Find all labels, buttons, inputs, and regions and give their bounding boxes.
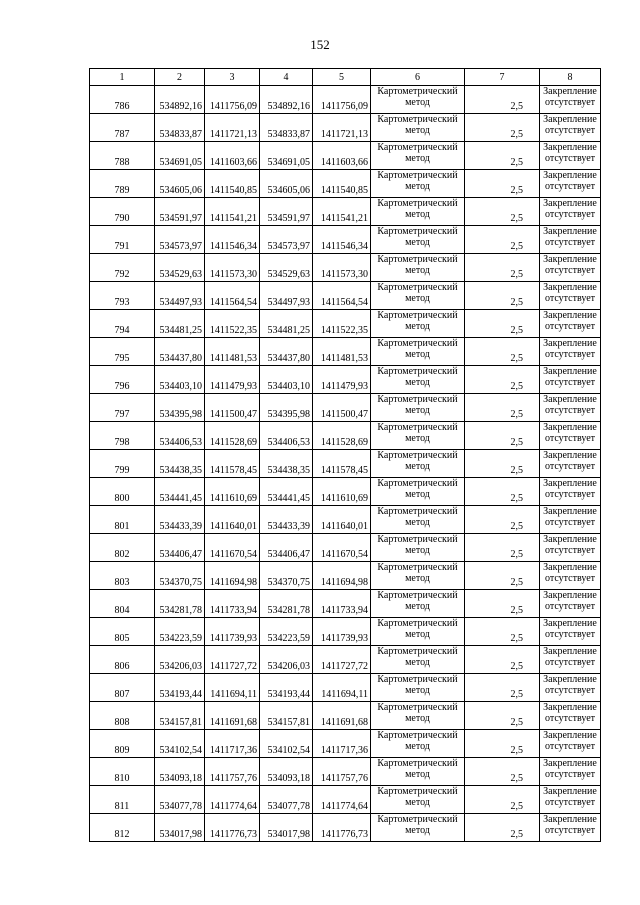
- accuracy-cell: 2,5: [465, 646, 540, 674]
- x-coordinate-cell: 534193,44: [155, 674, 205, 702]
- point-number-cell: 812: [90, 814, 155, 842]
- x-coordinate-cell: 534605,06: [260, 170, 313, 198]
- point-number-cell: 804: [90, 590, 155, 618]
- point-number-cell: 790: [90, 198, 155, 226]
- y-coordinate-cell: 1411500,47: [313, 394, 371, 422]
- x-coordinate-cell: 534281,78: [260, 590, 313, 618]
- method-cell: Картометрический метод: [371, 478, 465, 506]
- x-coordinate-cell: 534529,63: [260, 254, 313, 282]
- x-coordinate-cell: 534406,53: [260, 422, 313, 450]
- fixing-cell: Закрепление отсутствует: [540, 226, 601, 254]
- y-coordinate-cell: 1411522,35: [313, 310, 371, 338]
- y-coordinate-cell: 1411774,64: [205, 786, 260, 814]
- accuracy-cell: 2,5: [465, 142, 540, 170]
- accuracy-cell: 2,5: [465, 310, 540, 338]
- x-coordinate-cell: 534406,47: [260, 534, 313, 562]
- x-coordinate-cell: 534223,59: [155, 618, 205, 646]
- fixing-cell: Закрепление отсутствует: [540, 590, 601, 618]
- y-coordinate-cell: 1411603,66: [313, 142, 371, 170]
- method-cell: Картометрический метод: [371, 814, 465, 842]
- x-coordinate-cell: 534529,63: [155, 254, 205, 282]
- point-number-cell: 798: [90, 422, 155, 450]
- y-coordinate-cell: 1411727,72: [205, 646, 260, 674]
- x-coordinate-cell: 534433,39: [260, 506, 313, 534]
- point-number-cell: 795: [90, 338, 155, 366]
- y-coordinate-cell: 1411721,13: [313, 114, 371, 142]
- x-coordinate-cell: 534406,47: [155, 534, 205, 562]
- x-coordinate-cell: 534281,78: [155, 590, 205, 618]
- y-coordinate-cell: 1411479,93: [313, 366, 371, 394]
- method-cell: Картометрический метод: [371, 226, 465, 254]
- accuracy-cell: 2,5: [465, 338, 540, 366]
- y-coordinate-cell: 1411694,11: [313, 674, 371, 702]
- x-coordinate-cell: 534833,87: [155, 114, 205, 142]
- method-cell: Картометрический метод: [371, 730, 465, 758]
- table-row: [90, 730, 601, 758]
- fixing-cell: Закрепление отсутствует: [540, 422, 601, 450]
- table-row: [90, 198, 601, 226]
- x-coordinate-cell: 534591,97: [260, 198, 313, 226]
- fixing-cell: Закрепление отсутствует: [540, 338, 601, 366]
- point-number-cell: 788: [90, 142, 155, 170]
- point-number-cell: 811: [90, 786, 155, 814]
- fixing-cell: Закрепление отсутствует: [540, 618, 601, 646]
- table-row: [90, 394, 601, 422]
- x-coordinate-cell: 534223,59: [260, 618, 313, 646]
- x-coordinate-cell: 534370,75: [260, 562, 313, 590]
- fixing-cell: Закрепление отсутствует: [540, 646, 601, 674]
- x-coordinate-cell: 534102,54: [260, 730, 313, 758]
- method-cell: Картометрический метод: [371, 534, 465, 562]
- fixing-cell: Закрепление отсутствует: [540, 254, 601, 282]
- x-coordinate-cell: 534093,18: [155, 758, 205, 786]
- y-coordinate-cell: 1411757,76: [205, 758, 260, 786]
- y-coordinate-cell: 1411691,68: [313, 702, 371, 730]
- x-coordinate-cell: 534892,16: [155, 86, 205, 114]
- table-row: [90, 562, 601, 590]
- accuracy-cell: 2,5: [465, 422, 540, 450]
- x-coordinate-cell: 534395,98: [155, 394, 205, 422]
- point-number-cell: 794: [90, 310, 155, 338]
- accuracy-cell: 2,5: [465, 730, 540, 758]
- x-coordinate-cell: 534691,05: [155, 142, 205, 170]
- method-cell: Картометрический метод: [371, 646, 465, 674]
- fixing-cell: Закрепление отсутствует: [540, 198, 601, 226]
- accuracy-cell: 2,5: [465, 674, 540, 702]
- table-row: [90, 114, 601, 142]
- y-coordinate-cell: 1411694,98: [205, 562, 260, 590]
- y-coordinate-cell: 1411640,01: [205, 506, 260, 534]
- y-coordinate-cell: 1411776,73: [313, 814, 371, 842]
- y-coordinate-cell: 1411546,34: [313, 226, 371, 254]
- fixing-cell: Закрепление отсутствует: [540, 366, 601, 394]
- x-coordinate-cell: 534438,35: [155, 450, 205, 478]
- fixing-cell: Закрепление отсутствует: [540, 786, 601, 814]
- y-coordinate-cell: 1411564,54: [205, 282, 260, 310]
- column-header: 8: [540, 69, 601, 86]
- y-coordinate-cell: 1411610,69: [205, 478, 260, 506]
- method-cell: Картометрический метод: [371, 786, 465, 814]
- y-coordinate-cell: 1411610,69: [313, 478, 371, 506]
- x-coordinate-cell: 534441,45: [155, 478, 205, 506]
- y-coordinate-cell: 1411564,54: [313, 282, 371, 310]
- y-coordinate-cell: 1411757,76: [313, 758, 371, 786]
- method-cell: Картометрический метод: [371, 702, 465, 730]
- y-coordinate-cell: 1411774,64: [313, 786, 371, 814]
- table-row: [90, 590, 601, 618]
- accuracy-cell: 2,5: [465, 758, 540, 786]
- y-coordinate-cell: 1411541,21: [205, 198, 260, 226]
- table-row: [90, 702, 601, 730]
- accuracy-cell: 2,5: [465, 254, 540, 282]
- fixing-cell: Закрепление отсутствует: [540, 534, 601, 562]
- x-coordinate-cell: 534077,78: [260, 786, 313, 814]
- x-coordinate-cell: 534497,93: [155, 282, 205, 310]
- fixing-cell: Закрепление отсутствует: [540, 114, 601, 142]
- accuracy-cell: 2,5: [465, 814, 540, 842]
- table-row: [90, 646, 601, 674]
- point-number-cell: 799: [90, 450, 155, 478]
- method-cell: Картометрический метод: [371, 310, 465, 338]
- x-coordinate-cell: 534193,44: [260, 674, 313, 702]
- page-number: 152: [310, 37, 330, 52]
- fixing-cell: Закрепление отсутствует: [540, 282, 601, 310]
- point-number-cell: 792: [90, 254, 155, 282]
- point-number-cell: 789: [90, 170, 155, 198]
- x-coordinate-cell: 534157,81: [260, 702, 313, 730]
- x-coordinate-cell: 534206,03: [155, 646, 205, 674]
- column-header: 1: [90, 69, 155, 86]
- table-row: [90, 142, 601, 170]
- fixing-cell: Закрепление отсутствует: [540, 394, 601, 422]
- method-cell: Картометрический метод: [371, 282, 465, 310]
- table-row: [90, 758, 601, 786]
- y-coordinate-cell: 1411479,93: [205, 366, 260, 394]
- fixing-cell: Закрепление отсутствует: [540, 814, 601, 842]
- y-coordinate-cell: 1411733,94: [205, 590, 260, 618]
- y-coordinate-cell: 1411573,30: [205, 254, 260, 282]
- x-coordinate-cell: 534481,25: [260, 310, 313, 338]
- accuracy-cell: 2,5: [465, 170, 540, 198]
- y-coordinate-cell: 1411528,69: [205, 422, 260, 450]
- method-cell: Картометрический метод: [371, 170, 465, 198]
- x-coordinate-cell: 534441,45: [260, 478, 313, 506]
- table-row: [90, 366, 601, 394]
- table-row: [90, 86, 601, 114]
- table-row: [90, 534, 601, 562]
- y-coordinate-cell: 1411721,13: [205, 114, 260, 142]
- table-row: [90, 170, 601, 198]
- point-number-cell: 787: [90, 114, 155, 142]
- y-coordinate-cell: 1411756,09: [205, 86, 260, 114]
- x-coordinate-cell: 534605,06: [155, 170, 205, 198]
- method-cell: Картометрический метод: [371, 506, 465, 534]
- fixing-cell: Закрепление отсутствует: [540, 506, 601, 534]
- method-cell: Картометрический метод: [371, 86, 465, 114]
- fixing-cell: Закрепление отсутствует: [540, 142, 601, 170]
- column-header: 5: [313, 69, 371, 86]
- accuracy-cell: 2,5: [465, 282, 540, 310]
- fixing-cell: Закрепление отсутствует: [540, 310, 601, 338]
- table-row: [90, 478, 601, 506]
- x-coordinate-cell: 534395,98: [260, 394, 313, 422]
- fixing-cell: Закрепление отсутствует: [540, 478, 601, 506]
- x-coordinate-cell: 534573,97: [155, 226, 205, 254]
- y-coordinate-cell: 1411691,68: [205, 702, 260, 730]
- y-coordinate-cell: 1411603,66: [205, 142, 260, 170]
- y-coordinate-cell: 1411733,94: [313, 590, 371, 618]
- column-header: 7: [465, 69, 540, 86]
- x-coordinate-cell: 534433,39: [155, 506, 205, 534]
- table-row: [90, 450, 601, 478]
- x-coordinate-cell: 534437,80: [155, 338, 205, 366]
- point-number-cell: 786: [90, 86, 155, 114]
- accuracy-cell: 2,5: [465, 478, 540, 506]
- table-row: [90, 618, 601, 646]
- table-row: [90, 226, 601, 254]
- y-coordinate-cell: 1411739,93: [205, 618, 260, 646]
- x-coordinate-cell: 534077,78: [155, 786, 205, 814]
- point-number-cell: 801: [90, 506, 155, 534]
- x-coordinate-cell: 534437,80: [260, 338, 313, 366]
- point-number-cell: 809: [90, 730, 155, 758]
- column-header: 6: [371, 69, 465, 86]
- fixing-cell: Закрепление отсутствует: [540, 450, 601, 478]
- accuracy-cell: 2,5: [465, 506, 540, 534]
- y-coordinate-cell: 1411717,36: [205, 730, 260, 758]
- x-coordinate-cell: 534892,16: [260, 86, 313, 114]
- x-coordinate-cell: 534573,97: [260, 226, 313, 254]
- fixing-cell: Закрепление отсутствует: [540, 758, 601, 786]
- header-row: [90, 69, 601, 86]
- fixing-cell: Закрепление отсутствует: [540, 86, 601, 114]
- table-row: [90, 674, 601, 702]
- y-coordinate-cell: 1411640,01: [313, 506, 371, 534]
- table-row: [90, 338, 601, 366]
- fixing-cell: Закрепление отсутствует: [540, 562, 601, 590]
- method-cell: Картометрический метод: [371, 114, 465, 142]
- accuracy-cell: 2,5: [465, 114, 540, 142]
- column-header: 4: [260, 69, 313, 86]
- method-cell: Картометрический метод: [371, 338, 465, 366]
- x-coordinate-cell: 534403,10: [155, 366, 205, 394]
- point-number-cell: 791: [90, 226, 155, 254]
- table-header: [90, 69, 601, 86]
- x-coordinate-cell: 534403,10: [260, 366, 313, 394]
- y-coordinate-cell: 1411727,72: [313, 646, 371, 674]
- point-number-cell: 803: [90, 562, 155, 590]
- table-row: [90, 506, 601, 534]
- y-coordinate-cell: 1411776,73: [205, 814, 260, 842]
- y-coordinate-cell: 1411694,98: [313, 562, 371, 590]
- y-coordinate-cell: 1411739,93: [313, 618, 371, 646]
- method-cell: Картометрический метод: [371, 674, 465, 702]
- accuracy-cell: 2,5: [465, 534, 540, 562]
- y-coordinate-cell: 1411717,36: [313, 730, 371, 758]
- point-number-cell: 802: [90, 534, 155, 562]
- column-header: 2: [155, 69, 205, 86]
- accuracy-cell: 2,5: [465, 394, 540, 422]
- table-row: [90, 254, 601, 282]
- method-cell: Картометрический метод: [371, 422, 465, 450]
- fixing-cell: Закрепление отсутствует: [540, 170, 601, 198]
- point-number-cell: 800: [90, 478, 155, 506]
- accuracy-cell: 2,5: [465, 590, 540, 618]
- table-row: [90, 786, 601, 814]
- y-coordinate-cell: 1411481,53: [313, 338, 371, 366]
- accuracy-cell: 2,5: [465, 562, 540, 590]
- y-coordinate-cell: 1411522,35: [205, 310, 260, 338]
- point-number-cell: 806: [90, 646, 155, 674]
- y-coordinate-cell: 1411578,45: [313, 450, 371, 478]
- y-coordinate-cell: 1411578,45: [205, 450, 260, 478]
- accuracy-cell: 2,5: [465, 226, 540, 254]
- y-coordinate-cell: 1411528,69: [313, 422, 371, 450]
- method-cell: Картометрический метод: [371, 394, 465, 422]
- x-coordinate-cell: 534093,18: [260, 758, 313, 786]
- table-body: [90, 86, 601, 842]
- point-number-cell: 797: [90, 394, 155, 422]
- x-coordinate-cell: 534438,35: [260, 450, 313, 478]
- fixing-cell: Закрепление отсутствует: [540, 674, 601, 702]
- accuracy-cell: 2,5: [465, 702, 540, 730]
- y-coordinate-cell: 1411694,11: [205, 674, 260, 702]
- fixing-cell: Закрепление отсутствует: [540, 702, 601, 730]
- y-coordinate-cell: 1411540,85: [205, 170, 260, 198]
- coordinates-table: [89, 68, 601, 842]
- x-coordinate-cell: 534497,93: [260, 282, 313, 310]
- y-coordinate-cell: 1411546,34: [205, 226, 260, 254]
- table-row: [90, 814, 601, 842]
- point-number-cell: 805: [90, 618, 155, 646]
- accuracy-cell: 2,5: [465, 86, 540, 114]
- method-cell: Картометрический метод: [371, 198, 465, 226]
- accuracy-cell: 2,5: [465, 618, 540, 646]
- x-coordinate-cell: 534157,81: [155, 702, 205, 730]
- point-number-cell: 810: [90, 758, 155, 786]
- method-cell: Картометрический метод: [371, 562, 465, 590]
- x-coordinate-cell: 534017,98: [260, 814, 313, 842]
- y-coordinate-cell: 1411670,54: [205, 534, 260, 562]
- accuracy-cell: 2,5: [465, 366, 540, 394]
- method-cell: Картометрический метод: [371, 366, 465, 394]
- y-coordinate-cell: 1411541,21: [313, 198, 371, 226]
- method-cell: Картометрический метод: [371, 142, 465, 170]
- x-coordinate-cell: 534406,53: [155, 422, 205, 450]
- method-cell: Картометрический метод: [371, 758, 465, 786]
- x-coordinate-cell: 534102,54: [155, 730, 205, 758]
- table-row: [90, 422, 601, 450]
- point-number-cell: 807: [90, 674, 155, 702]
- y-coordinate-cell: 1411481,53: [205, 338, 260, 366]
- method-cell: Картометрический метод: [371, 618, 465, 646]
- method-cell: Картометрический метод: [371, 590, 465, 618]
- y-coordinate-cell: 1411670,54: [313, 534, 371, 562]
- x-coordinate-cell: 534206,03: [260, 646, 313, 674]
- fixing-cell: Закрепление отсутствует: [540, 730, 601, 758]
- point-number-cell: 796: [90, 366, 155, 394]
- point-number-cell: 808: [90, 702, 155, 730]
- x-coordinate-cell: 534691,05: [260, 142, 313, 170]
- y-coordinate-cell: 1411500,47: [205, 394, 260, 422]
- table-row: [90, 282, 601, 310]
- method-cell: Картометрический метод: [371, 450, 465, 478]
- x-coordinate-cell: 534591,97: [155, 198, 205, 226]
- x-coordinate-cell: 534833,87: [260, 114, 313, 142]
- x-coordinate-cell: 534481,25: [155, 310, 205, 338]
- y-coordinate-cell: 1411756,09: [313, 86, 371, 114]
- method-cell: Картометрический метод: [371, 254, 465, 282]
- table-row: [90, 310, 601, 338]
- accuracy-cell: 2,5: [465, 450, 540, 478]
- y-coordinate-cell: 1411540,85: [313, 170, 371, 198]
- x-coordinate-cell: 534017,98: [155, 814, 205, 842]
- column-header: 3: [205, 69, 260, 86]
- accuracy-cell: 2,5: [465, 786, 540, 814]
- y-coordinate-cell: 1411573,30: [313, 254, 371, 282]
- x-coordinate-cell: 534370,75: [155, 562, 205, 590]
- accuracy-cell: 2,5: [465, 198, 540, 226]
- point-number-cell: 793: [90, 282, 155, 310]
